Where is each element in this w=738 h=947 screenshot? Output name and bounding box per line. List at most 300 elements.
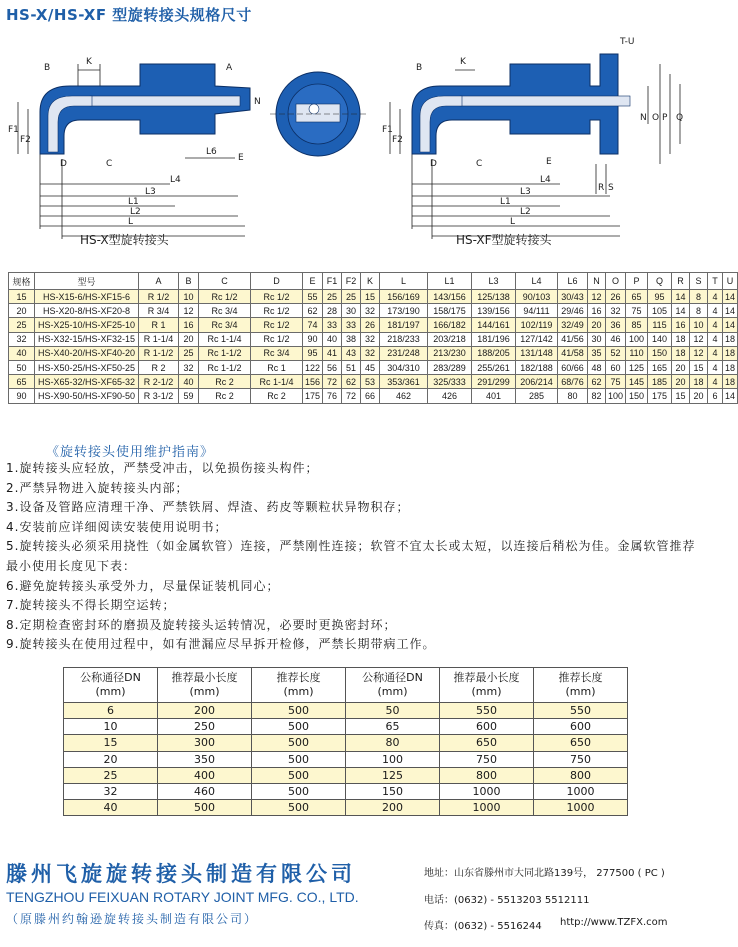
svg-text:A: A bbox=[226, 63, 233, 73]
spec-cell: 32 bbox=[361, 346, 380, 360]
spec-cell: 25 bbox=[9, 318, 35, 332]
spec-cell: 115 bbox=[648, 318, 672, 332]
spec-header-cell: L3 bbox=[472, 273, 516, 290]
hs-x-coil bbox=[100, 123, 130, 132]
length-header-line: 公称通径DN bbox=[80, 671, 141, 684]
spec-cell: 28 bbox=[323, 304, 342, 318]
spec-cell: 46 bbox=[606, 332, 626, 346]
spec-cell: 40 bbox=[323, 332, 342, 346]
spec-cell: 32 bbox=[606, 304, 626, 318]
spec-cell: Rc 3/4 bbox=[199, 304, 251, 318]
spec-cell: 14 bbox=[723, 389, 738, 403]
spec-cell: 353/361 bbox=[380, 375, 428, 389]
spec-cell: 150 bbox=[648, 346, 672, 360]
cross-section-drawing bbox=[270, 72, 366, 156]
length-header-unit: (mm) bbox=[95, 685, 126, 698]
spec-cell: 156/169 bbox=[380, 290, 428, 304]
length-cell: 650 bbox=[440, 735, 534, 751]
spec-cell: Rc 1-1/2 bbox=[199, 346, 251, 360]
spec-cell: Rc 1-1/4 bbox=[199, 332, 251, 346]
spec-cell: R 2 bbox=[139, 360, 179, 374]
spec-cell: 30 bbox=[588, 332, 606, 346]
length-cell: 10 bbox=[64, 719, 158, 735]
spec-cell: 80 bbox=[558, 389, 588, 403]
spec-cell: R 1 bbox=[139, 318, 179, 332]
website-link[interactable]: http://www.TZFX.com bbox=[560, 917, 668, 928]
spec-cell: 173/190 bbox=[380, 304, 428, 318]
length-row bbox=[64, 767, 628, 783]
former-company-name: （原滕州约翰逊旋转接头制造有限公司） bbox=[6, 912, 259, 926]
guide-item: 3.设备及管路应清理干净、严禁铁屑、焊渣、药皮等颗粒状异物积存； bbox=[6, 500, 410, 515]
spec-cell: 66 bbox=[361, 389, 380, 403]
phone: 电话：(0632) - 5513203 5512111 bbox=[424, 895, 590, 906]
spec-cell: 185 bbox=[648, 375, 672, 389]
guide-item: 2.严禁异物进入旋转接头内部； bbox=[6, 480, 189, 495]
svg-text:E: E bbox=[546, 157, 552, 167]
svg-text:F1: F1 bbox=[8, 125, 19, 135]
spec-cell: 175 bbox=[648, 389, 672, 403]
hose-length-table bbox=[63, 667, 628, 816]
spec-cell: 14 bbox=[723, 290, 738, 304]
guide-item: 7.旋转接头不得长期空运转； bbox=[6, 598, 176, 613]
spec-cell: 4 bbox=[708, 360, 723, 374]
spec-header-cell: E bbox=[303, 273, 323, 290]
spec-cell: 181/196 bbox=[472, 332, 516, 346]
length-header-line: 推荐长度 bbox=[276, 671, 321, 684]
spec-cell: 60 bbox=[606, 360, 626, 374]
spec-table bbox=[8, 272, 738, 404]
guide-item: 4.安装前应详细阅读安装使用说明书； bbox=[6, 519, 228, 534]
svg-text:R: R bbox=[598, 183, 605, 193]
spec-cell: Rc 3/4 bbox=[199, 318, 251, 332]
spec-cell: 30 bbox=[342, 304, 361, 318]
spec-cell: 20 bbox=[588, 318, 606, 332]
svg-text:K: K bbox=[460, 57, 466, 67]
spec-cell: Rc 3/4 bbox=[251, 346, 303, 360]
length-cell: 750 bbox=[440, 751, 534, 767]
spec-cell: Rc 1/2 bbox=[251, 290, 303, 304]
length-cell: 6 bbox=[64, 703, 158, 719]
length-cell: 500 bbox=[252, 703, 346, 719]
spec-cell: 72 bbox=[342, 389, 361, 403]
svg-text:L3: L3 bbox=[520, 187, 531, 197]
length-cell: 600 bbox=[534, 719, 628, 735]
spec-cell: 48 bbox=[588, 360, 606, 374]
spec-cell: 18 bbox=[723, 346, 738, 360]
svg-text:P: P bbox=[662, 113, 668, 123]
length-cell: 600 bbox=[440, 719, 534, 735]
spec-cell: 25 bbox=[323, 290, 342, 304]
hs-x-elbow bbox=[48, 96, 92, 152]
spec-cell: 4 bbox=[708, 346, 723, 360]
spec-cell: 213/230 bbox=[428, 346, 472, 360]
spec-cell: 62 bbox=[588, 375, 606, 389]
spec-cell: 165 bbox=[648, 360, 672, 374]
length-cell: 460 bbox=[158, 783, 252, 799]
spec-cell: 20 bbox=[672, 360, 690, 374]
spec-cell: 182/188 bbox=[516, 360, 558, 374]
spec-cell: 32 bbox=[9, 332, 35, 346]
spec-cell: 14 bbox=[672, 304, 690, 318]
spec-cell: Rc 1 bbox=[251, 360, 303, 374]
svg-text:D: D bbox=[430, 159, 437, 169]
length-cell: 100 bbox=[346, 751, 440, 767]
spec-cell: 462 bbox=[380, 389, 428, 403]
spec-header-cell: U bbox=[723, 273, 738, 290]
svg-text:B: B bbox=[416, 63, 423, 73]
spec-cell: 8 bbox=[690, 290, 708, 304]
spec-cell: 203/218 bbox=[428, 332, 472, 346]
svg-text:L2: L2 bbox=[130, 207, 141, 217]
spec-cell: 56 bbox=[323, 360, 342, 374]
spec-cell: 18 bbox=[672, 346, 690, 360]
svg-text:Q: Q bbox=[676, 113, 684, 123]
spec-cell: 18 bbox=[672, 332, 690, 346]
length-header-line: 推荐最小长度 bbox=[453, 671, 520, 684]
spec-cell: 18 bbox=[723, 332, 738, 346]
spec-row bbox=[9, 318, 738, 332]
spec-cell: 140 bbox=[648, 332, 672, 346]
spec-cell: 65 bbox=[9, 375, 35, 389]
spec-cell: 45 bbox=[361, 360, 380, 374]
spec-cell: 291/299 bbox=[472, 375, 516, 389]
length-row bbox=[64, 735, 628, 751]
spec-cell: 90 bbox=[9, 389, 35, 403]
svg-text:T-U: T-U bbox=[620, 37, 635, 47]
length-row bbox=[64, 703, 628, 719]
length-header-line: 公称通径DN bbox=[362, 671, 423, 684]
spec-cell: Rc 2 bbox=[251, 389, 303, 403]
spec-cell: Rc 1/2 bbox=[251, 304, 303, 318]
length-row bbox=[64, 751, 628, 767]
fax: 传真：(0632) - 5516244 bbox=[424, 921, 542, 932]
spec-cell: 16 bbox=[179, 318, 199, 332]
length-row bbox=[64, 719, 628, 735]
address: 地址：山东省滕州市大同北路139号， 277500 ( PC ) bbox=[424, 868, 665, 879]
spec-header-cell: L1 bbox=[428, 273, 472, 290]
svg-text:N: N bbox=[254, 97, 261, 107]
spec-cell: 20 bbox=[9, 304, 35, 318]
length-cell: 200 bbox=[346, 800, 440, 816]
spec-row bbox=[9, 290, 738, 304]
spec-cell: 175 bbox=[303, 389, 323, 403]
spec-cell: 283/289 bbox=[428, 360, 472, 374]
spec-header-cell: R bbox=[672, 273, 690, 290]
spec-header-cell: Q bbox=[648, 273, 672, 290]
spec-cell: 35 bbox=[588, 346, 606, 360]
spec-cell: 41 bbox=[323, 346, 342, 360]
spec-cell: R 1-1/4 bbox=[139, 332, 179, 346]
spec-cell: 10 bbox=[179, 290, 199, 304]
company-name-cn: 滕州飞旋旋转接头制造有限公司 bbox=[6, 862, 356, 886]
spec-row bbox=[9, 332, 738, 346]
spec-cell: 4 bbox=[708, 318, 723, 332]
length-header-cell bbox=[64, 668, 158, 703]
length-cell: 500 bbox=[252, 719, 346, 735]
guide-item: 5.旋转接头必须采用挠性（如金属软管）连接，严禁刚性连接；软管不宜太长或太短，以连接后稍松为佳。金属软管推荐最小使用长度见下表： bbox=[6, 539, 696, 573]
spec-cell: Rc 1-1/4 bbox=[251, 375, 303, 389]
spec-row bbox=[9, 304, 738, 318]
spec-cell: 4 bbox=[708, 304, 723, 318]
length-row bbox=[64, 783, 628, 799]
length-header-cell bbox=[440, 668, 534, 703]
svg-text:S: S bbox=[608, 183, 614, 193]
length-row bbox=[64, 800, 628, 816]
guide-item: 6.避免旋转接头承受外力，尽量保证装机同心； bbox=[6, 578, 280, 593]
spec-cell: 40 bbox=[9, 346, 35, 360]
spec-cell: Rc 1-1/2 bbox=[199, 360, 251, 374]
svg-text:N: N bbox=[640, 113, 647, 123]
spec-cell: 231/248 bbox=[380, 346, 428, 360]
length-cell: 800 bbox=[440, 767, 534, 783]
spec-cell: 16 bbox=[588, 304, 606, 318]
spec-cell: 166/182 bbox=[428, 318, 472, 332]
spec-cell: 105 bbox=[648, 304, 672, 318]
length-cell: 500 bbox=[252, 735, 346, 751]
spec-cell: 4 bbox=[708, 375, 723, 389]
spec-header-cell: 规格 bbox=[9, 273, 35, 290]
spec-cell: 62 bbox=[303, 304, 323, 318]
svg-text:L4: L4 bbox=[540, 175, 551, 185]
svg-text:F2: F2 bbox=[20, 135, 31, 145]
spec-cell: 95 bbox=[303, 346, 323, 360]
length-cell: 500 bbox=[158, 800, 252, 816]
spec-cell: 127/142 bbox=[516, 332, 558, 346]
length-cell: 650 bbox=[534, 735, 628, 751]
spec-cell: R 1-1/2 bbox=[139, 346, 179, 360]
spec-cell: 100 bbox=[626, 332, 648, 346]
spec-header-cell: F1 bbox=[323, 273, 342, 290]
length-cell: 500 bbox=[252, 783, 346, 799]
spec-cell: 102/119 bbox=[516, 318, 558, 332]
spec-cell: 40 bbox=[179, 375, 199, 389]
spec-header-cell: A bbox=[139, 273, 179, 290]
spec-cell: 145 bbox=[626, 375, 648, 389]
length-header-cell bbox=[346, 668, 440, 703]
length-cell: 40 bbox=[64, 800, 158, 816]
spec-cell: 38 bbox=[342, 332, 361, 346]
spec-cell: 60/66 bbox=[558, 360, 588, 374]
spec-cell: 158/175 bbox=[428, 304, 472, 318]
spec-header-cell: P bbox=[626, 273, 648, 290]
spec-cell: 53 bbox=[361, 375, 380, 389]
spec-cell: 33 bbox=[342, 318, 361, 332]
spec-cell: 181/197 bbox=[380, 318, 428, 332]
spec-cell: HS-X65-32/HS-XF65-32 bbox=[35, 375, 139, 389]
spec-cell: HS-X40-20/HS-XF40-20 bbox=[35, 346, 139, 360]
spec-cell: 36 bbox=[606, 318, 626, 332]
length-cell: 400 bbox=[158, 767, 252, 783]
svg-text:L: L bbox=[128, 217, 134, 227]
spec-cell: HS-X90-50/HS-XF90-50 bbox=[35, 389, 139, 403]
hs-x-bore bbox=[90, 96, 240, 106]
length-cell: 1000 bbox=[534, 783, 628, 799]
guide-item: 8.定期检查密封环的磨损及旋转接头运转情况，必要时更换密封环； bbox=[6, 617, 397, 632]
spec-cell: 26 bbox=[606, 290, 626, 304]
svg-text:L1: L1 bbox=[128, 197, 139, 207]
spec-cell: 41/56 bbox=[558, 332, 588, 346]
hs-xf-elbow bbox=[420, 96, 462, 152]
spec-header-cell: C bbox=[199, 273, 251, 290]
length-cell: 125 bbox=[346, 767, 440, 783]
length-header-unit: (mm) bbox=[471, 685, 502, 698]
hs-xf-caption: HS-XF型旋转接头 bbox=[456, 233, 552, 247]
spec-cell: 75 bbox=[606, 375, 626, 389]
svg-text:K: K bbox=[86, 57, 92, 67]
spec-cell: 139/156 bbox=[472, 304, 516, 318]
spec-header-cell: T bbox=[708, 273, 723, 290]
spec-cell: 14 bbox=[723, 304, 738, 318]
length-cell: 350 bbox=[158, 751, 252, 767]
spec-cell: 12 bbox=[179, 304, 199, 318]
spec-cell: 188/205 bbox=[472, 346, 516, 360]
length-cell: 80 bbox=[346, 735, 440, 751]
spec-cell: 75 bbox=[626, 304, 648, 318]
spec-header-cell: K bbox=[361, 273, 380, 290]
spec-cell: Rc 1/2 bbox=[251, 318, 303, 332]
spec-cell: Rc 2 bbox=[199, 375, 251, 389]
spec-cell: 125 bbox=[626, 360, 648, 374]
spec-header-row bbox=[9, 273, 738, 290]
page-title: HS-X/HS-XF 型旋转接头规格尺寸 bbox=[6, 6, 252, 24]
svg-text:B: B bbox=[44, 63, 51, 73]
spec-cell: 8 bbox=[690, 304, 708, 318]
spec-cell: 14 bbox=[672, 290, 690, 304]
spec-header-cell: 型号 bbox=[35, 273, 139, 290]
length-cell: 500 bbox=[252, 767, 346, 783]
length-cell: 50 bbox=[346, 703, 440, 719]
spec-row bbox=[9, 346, 738, 360]
spec-header-cell: B bbox=[179, 273, 199, 290]
spec-cell: 26 bbox=[361, 318, 380, 332]
spec-cell: 401 bbox=[472, 389, 516, 403]
spec-cell: 14 bbox=[723, 318, 738, 332]
spec-cell: R 2-1/2 bbox=[139, 375, 179, 389]
spec-cell: 20 bbox=[690, 389, 708, 403]
length-cell: 500 bbox=[252, 751, 346, 767]
length-header-cell bbox=[534, 668, 628, 703]
spec-cell: 6 bbox=[708, 389, 723, 403]
spec-cell: 18 bbox=[723, 360, 738, 374]
spec-header-cell: O bbox=[606, 273, 626, 290]
spec-cell: 32 bbox=[361, 304, 380, 318]
hs-x-body bbox=[40, 64, 250, 154]
spec-cell: 43 bbox=[342, 346, 361, 360]
length-header-line: 推荐最小长度 bbox=[171, 671, 238, 684]
spec-cell: 150 bbox=[626, 389, 648, 403]
length-header-unit: (mm) bbox=[565, 685, 596, 698]
spec-cell: 90 bbox=[303, 332, 323, 346]
spec-cell: 94/111 bbox=[516, 304, 558, 318]
spec-cell: 426 bbox=[428, 389, 472, 403]
spec-cell: 144/161 bbox=[472, 318, 516, 332]
length-header-unit: (mm) bbox=[283, 685, 314, 698]
spec-cell: HS-X50-25/HS-XF50-25 bbox=[35, 360, 139, 374]
spec-cell: 15 bbox=[361, 290, 380, 304]
spec-cell: 32 bbox=[361, 332, 380, 346]
spec-cell: HS-X15-6/HS-XF15-6 bbox=[35, 290, 139, 304]
spec-cell: 76 bbox=[323, 389, 342, 403]
spec-cell: Rc 1/2 bbox=[251, 332, 303, 346]
spec-cell: 15 bbox=[9, 290, 35, 304]
technical-drawings bbox=[0, 24, 700, 264]
spec-cell: 285 bbox=[516, 389, 558, 403]
length-cell: 15 bbox=[64, 735, 158, 751]
length-cell: 200 bbox=[158, 703, 252, 719]
length-cell: 750 bbox=[534, 751, 628, 767]
length-cell: 65 bbox=[346, 719, 440, 735]
spec-cell: HS-X20-8/HS-XF20-8 bbox=[35, 304, 139, 318]
spec-cell: Rc 2 bbox=[199, 389, 251, 403]
spec-cell: 131/148 bbox=[516, 346, 558, 360]
length-header-cell bbox=[158, 668, 252, 703]
spec-header-cell: N bbox=[588, 273, 606, 290]
spec-cell: 304/310 bbox=[380, 360, 428, 374]
spec-cell: 65 bbox=[626, 290, 648, 304]
spec-cell: 62 bbox=[342, 375, 361, 389]
guide-list bbox=[6, 459, 696, 655]
spec-header-cell: L bbox=[380, 273, 428, 290]
spec-cell: 29/46 bbox=[558, 304, 588, 318]
length-cell: 1000 bbox=[534, 800, 628, 816]
length-header-line: 推荐长度 bbox=[558, 671, 603, 684]
svg-text:C: C bbox=[106, 159, 113, 169]
spec-cell: 59 bbox=[179, 389, 199, 403]
spec-cell: 12 bbox=[588, 290, 606, 304]
spec-row bbox=[9, 389, 738, 403]
spec-cell: 52 bbox=[606, 346, 626, 360]
spec-header-cell: L6 bbox=[558, 273, 588, 290]
length-header-unit: (mm) bbox=[189, 685, 220, 698]
spec-cell: 32/49 bbox=[558, 318, 588, 332]
spec-cell: 95 bbox=[648, 290, 672, 304]
spec-cell: 15 bbox=[690, 360, 708, 374]
spec-row bbox=[9, 360, 738, 374]
spec-cell: 20 bbox=[672, 375, 690, 389]
hs-x-caption: HS-X型旋转接头 bbox=[80, 233, 169, 247]
svg-text:L6: L6 bbox=[206, 147, 217, 157]
guide-title: 《旋转接头使用维护指南》 bbox=[46, 445, 215, 460]
spec-cell: 33 bbox=[323, 318, 342, 332]
length-cell: 550 bbox=[440, 703, 534, 719]
spec-cell: 25 bbox=[342, 290, 361, 304]
spec-cell: 72 bbox=[323, 375, 342, 389]
spec-cell: 50 bbox=[9, 360, 35, 374]
company-name-en: TENGZHOU FEIXUAN ROTARY JOINT MFG. CO., LTD. bbox=[6, 889, 359, 905]
svg-text:C: C bbox=[476, 159, 483, 169]
hs-xf-bore bbox=[460, 96, 630, 106]
svg-text:E: E bbox=[238, 153, 244, 163]
spec-cell: 16 bbox=[672, 318, 690, 332]
length-cell: 800 bbox=[534, 767, 628, 783]
spec-cell: 156 bbox=[303, 375, 323, 389]
spec-cell: 55 bbox=[303, 290, 323, 304]
length-header-cell bbox=[252, 668, 346, 703]
length-cell: 20 bbox=[64, 751, 158, 767]
svg-text:L3: L3 bbox=[145, 187, 156, 197]
svg-text:L1: L1 bbox=[500, 197, 511, 207]
spec-header-cell: S bbox=[690, 273, 708, 290]
spec-cell: 82 bbox=[588, 389, 606, 403]
spec-cell: HS-X25-10/HS-XF25-10 bbox=[35, 318, 139, 332]
spec-header-cell: F2 bbox=[342, 273, 361, 290]
spec-cell: 18 bbox=[723, 375, 738, 389]
spec-cell: 51 bbox=[342, 360, 361, 374]
guide-item: 9.旋转接头在使用过程中，如有泄漏应尽早拆开检修，严禁长期带病工作。 bbox=[6, 637, 436, 652]
spec-cell: 12 bbox=[690, 332, 708, 346]
svg-text:F2: F2 bbox=[392, 135, 403, 145]
spec-cell: 255/261 bbox=[472, 360, 516, 374]
